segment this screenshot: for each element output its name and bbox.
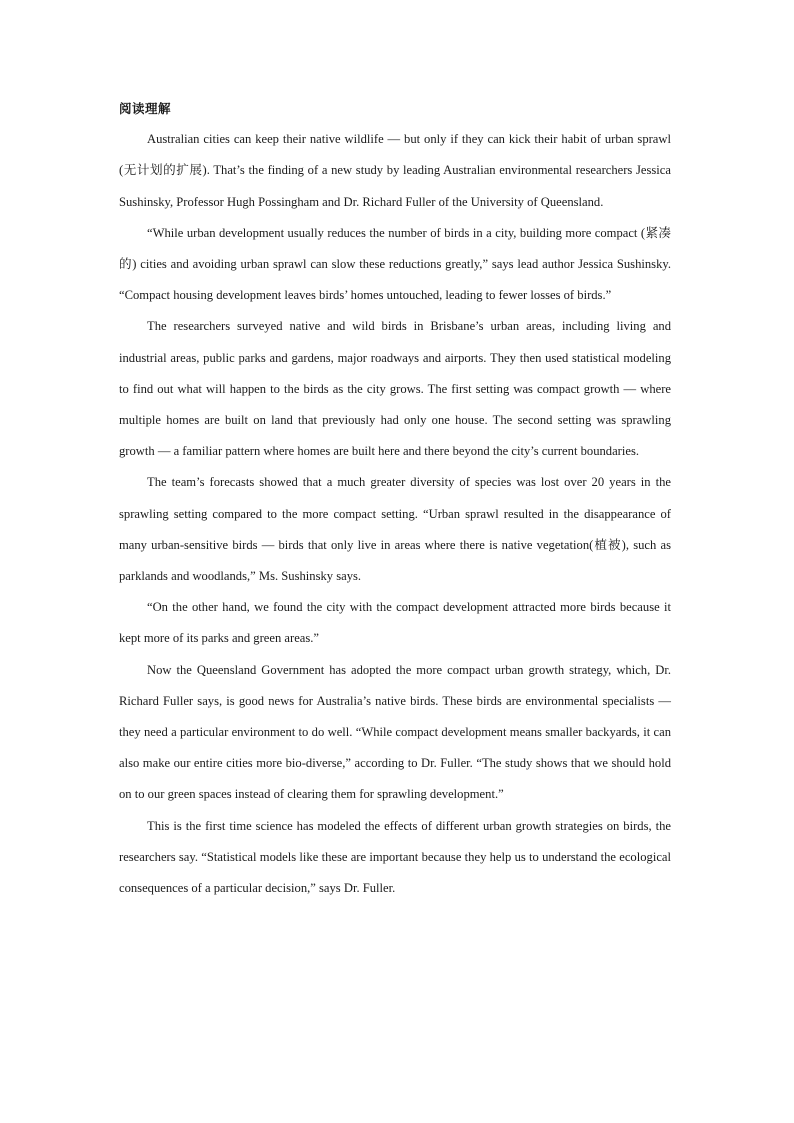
- paragraph-6: Now the Queensland Government has adopted the more compact urban growth strategy, which, Dr. Richard Fuller says, is good news for Australia’s native birds. These birds are environmental specialists — they need a particular environment to do well. “While compact development means smaller backyards, it can also make our entire cities more bio-diverse,” according to Dr. Fuller. “The study shows that we should hold on to our green spaces instead of clearing them for sprawling development.”: [119, 662, 671, 802]
- paragraph-3: The researchers surveyed native and wild birds in Brisbane’s urban areas, including living and industrial areas, public parks and gardens, major roadways and airports. They then used statistical modeling to find out what will happen to the birds as the city grows. The first setting was compact growth — where multiple homes are built on land that previously had only one house. The second setting was sprawling growth — a familiar pattern where homes are built here and there beyond the city’s current boundaries.: [119, 319, 671, 459]
- paragraph-5: “On the other hand, we found the city with the compact development attracted more birds because it kept more of its parks and green areas.”: [119, 600, 671, 646]
- paragraph-1: Australian cities can keep their native wildlife — but only if they can kick their habit of urban sprawl (无计划的扩展). That’s the finding of a new study by leading Australian environmental researchers Jessica Sushinsky, Professor Hugh Possingham and Dr. Richard Fuller of the University of Queensland.: [119, 132, 671, 209]
- section-heading: 阅读理解: [119, 101, 172, 116]
- paragraph-2: “While urban development usually reduces the number of birds in a city, building more compact (紧凑的) cities and avoiding urban sprawl can slow these reductions greatly,” says lead author Jessica Sushinsky. “Compact housing development leaves birds’ homes untouched, leading to fewer losses of birds.”: [119, 225, 671, 303]
- reading-passage: [119, 93, 671, 904]
- paragraph-4: The team’s forecasts showed that a much greater diversity of species was lost over 20 years in the sprawling setting compared to the more compact setting. “Urban sprawl resulted in the disappearance of many urban-sensitive birds — birds that only live in areas where there is native vegetation(植被), such as parklands and woodlands,” Ms. Sushinsky says.: [119, 475, 671, 584]
- paragraph-7: This is the first time science has modeled the effects of different urban growth strategies on birds, the researchers say. “Statistical models like these are important because they help us to understand the ecological consequences of a particular decision,” says Dr. Fuller.: [119, 818, 671, 896]
